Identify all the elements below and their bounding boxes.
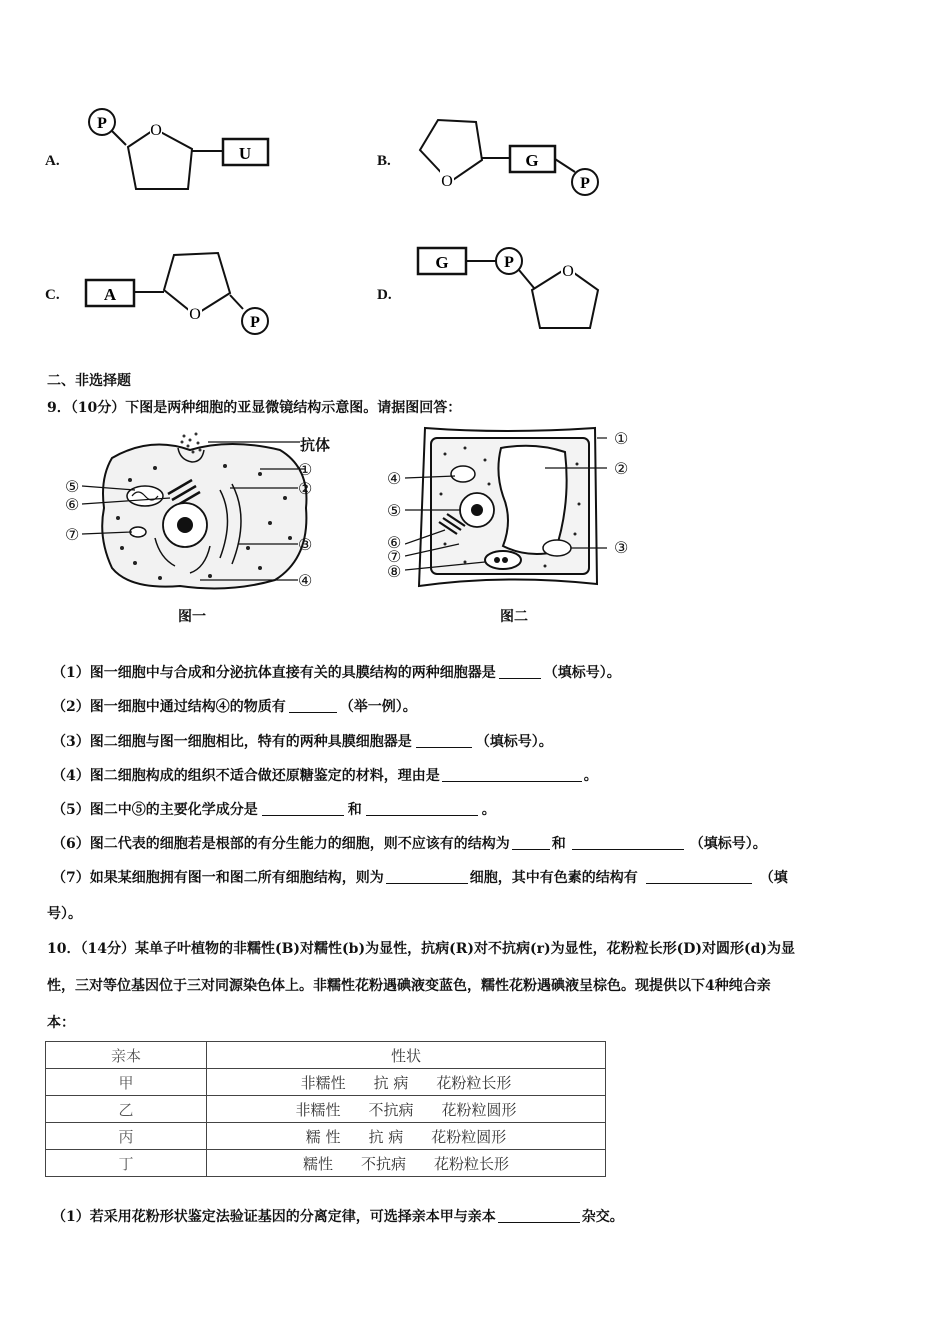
parent-name: 丁	[46, 1150, 207, 1177]
table-row	[46, 1069, 606, 1096]
fig1-label-5: ⑤	[65, 477, 80, 496]
phosphate-text: P	[580, 175, 590, 192]
fig2-label-7: ⑦	[387, 547, 402, 566]
mitochondrion	[451, 466, 475, 482]
q9-sub-1: （1）图一细胞中与合成和分泌抗体直接有关的具膜结构的两种细胞器是 （填标号）。	[52, 665, 621, 681]
option-c-label: C.	[45, 287, 60, 303]
option-a-nucleotide	[80, 105, 280, 200]
q10-line-2: 性，三对等位基因位于三对同源染色体上。非糯性花粉遇碘液变蓝色，糯性花粉遇碘液呈棕色。现提供以下4种纯合亲	[47, 978, 771, 994]
table-row	[46, 1150, 606, 1177]
q10-line-3: 本：	[47, 1015, 75, 1031]
answer-blank[interactable]	[512, 835, 550, 850]
mitochondrion-2	[543, 540, 571, 556]
fig1-label-1: ①	[298, 460, 313, 479]
parent-name: 乙	[46, 1096, 207, 1123]
option-b-nucleotide	[410, 110, 610, 205]
q9-sub-2: （2）图一细胞中通过结构④的物质有 （举一例）。	[52, 699, 417, 715]
fig2-label-4: ④	[387, 469, 402, 488]
fig2-label-2: ②	[614, 459, 629, 478]
fig2-label-8: ⑧	[387, 562, 402, 581]
answer-blank[interactable]	[442, 767, 582, 782]
q10-sub-1: （1）若采用花粉形状鉴定法验证基因的分离定律，可选择亲本甲与亲本 杂交。	[52, 1209, 624, 1225]
trait-cell: 糯性 不抗病 花粉粒长形	[207, 1150, 606, 1177]
answer-blank[interactable]	[386, 869, 468, 884]
option-a-label: A.	[45, 153, 60, 169]
section-title: 二、非选择题	[47, 373, 131, 389]
header-parent: 亲本	[46, 1042, 207, 1069]
q9-sub-5: （5）图二中⑤的主要化学成分是 和 。	[52, 802, 496, 818]
bond-line	[519, 270, 534, 288]
fig1-label-antibody: 抗体	[300, 436, 331, 454]
trait-cell: 非糯性 抗 病 花粉粒长形	[207, 1069, 606, 1096]
q9-sub-7-cont: 号）。	[47, 906, 82, 922]
q9-sub-7: （7）如果某细胞拥有图一和图二所有细胞结构，则为 细胞，其中有色素的结构有 （填	[52, 870, 788, 886]
answer-blank[interactable]	[499, 664, 541, 679]
q9-stem: 9．（10分）下图是两种细胞的亚显微镜结构示意图。请据图回答：	[47, 400, 462, 416]
fig2-label-6: ⑥	[387, 533, 402, 552]
base-text: U	[238, 144, 252, 163]
fig2-label-1: ①	[614, 429, 629, 448]
answer-blank[interactable]	[289, 698, 337, 713]
q9-sub-3: （3）图二细胞与图一细胞相比，特有的两种具膜细胞器是 （填标号）。	[52, 734, 553, 750]
option-d-nucleotide	[410, 240, 610, 340]
option-b-label: B.	[377, 153, 391, 169]
trait-cell: 非糯性 不抗病 花粉粒圆形	[207, 1096, 606, 1123]
bond-line	[112, 131, 126, 145]
parent-name: 甲	[46, 1069, 207, 1096]
answer-blank[interactable]	[366, 801, 478, 816]
option-c-nucleotide	[80, 245, 280, 340]
ring-oxygen: O	[189, 306, 201, 323]
phosphate-text: P	[250, 314, 260, 331]
phosphate-text: P	[97, 115, 107, 132]
answer-blank[interactable]	[262, 801, 344, 816]
answer-blank[interactable]	[498, 1208, 580, 1223]
fig2-label-3: ③	[614, 538, 629, 557]
q9-sub-6: （6）图二代表的细胞若是根部的有分生能力的细胞，则不应该有的结构为 和 （填标号）。	[52, 836, 767, 852]
phosphate-text: P	[504, 254, 514, 271]
ring-oxygen: O	[150, 122, 162, 139]
fig2-label-5: ⑤	[387, 501, 402, 520]
nucleolus	[177, 517, 193, 533]
ring-oxygen: O	[441, 173, 453, 190]
parent-name: 丙	[46, 1123, 207, 1150]
option-d-label: D.	[377, 287, 392, 303]
answer-blank[interactable]	[646, 869, 752, 884]
base-text: G	[525, 151, 539, 170]
q9-sub-4: （4）图二细胞构成的组织不适合做还原糖鉴定的材料，理由是 。	[52, 768, 598, 784]
ring-oxygen: O	[562, 263, 574, 280]
nucleolus	[471, 504, 483, 516]
q10-line-1: 10．（14分）某单子叶植物的非糯性(B)对糯性(b)为显性，抗病(R)对不抗病(r)为显性，花粉粒长形(D)对圆形(d)为显	[47, 941, 796, 957]
fig1-label-7: ⑦	[65, 525, 80, 544]
answer-blank[interactable]	[416, 733, 472, 748]
trait-cell: 糯 性 抗 病 花粉粒圆形	[207, 1123, 606, 1150]
base-text: G	[435, 253, 449, 272]
fig1-label-3: ③	[298, 535, 313, 554]
table-header-row	[46, 1042, 606, 1069]
answer-blank[interactable]	[572, 835, 684, 850]
vacuole	[498, 446, 566, 554]
vesicle	[130, 527, 146, 537]
base-text: A	[103, 285, 117, 304]
table-row	[46, 1096, 606, 1123]
figure-2-plant-cell	[405, 424, 615, 594]
bond-line	[555, 159, 575, 172]
fig1-label-2: ②	[298, 479, 313, 498]
fig1-label-6: ⑥	[65, 495, 80, 514]
fig1-caption: 图一	[178, 609, 206, 625]
header-traits: 性状	[207, 1042, 606, 1069]
table-row	[46, 1123, 606, 1150]
bond-line	[230, 295, 243, 309]
fig1-label-4: ④	[298, 571, 313, 590]
parent-traits-table	[45, 1041, 606, 1177]
fig2-caption: 图二	[500, 609, 528, 625]
